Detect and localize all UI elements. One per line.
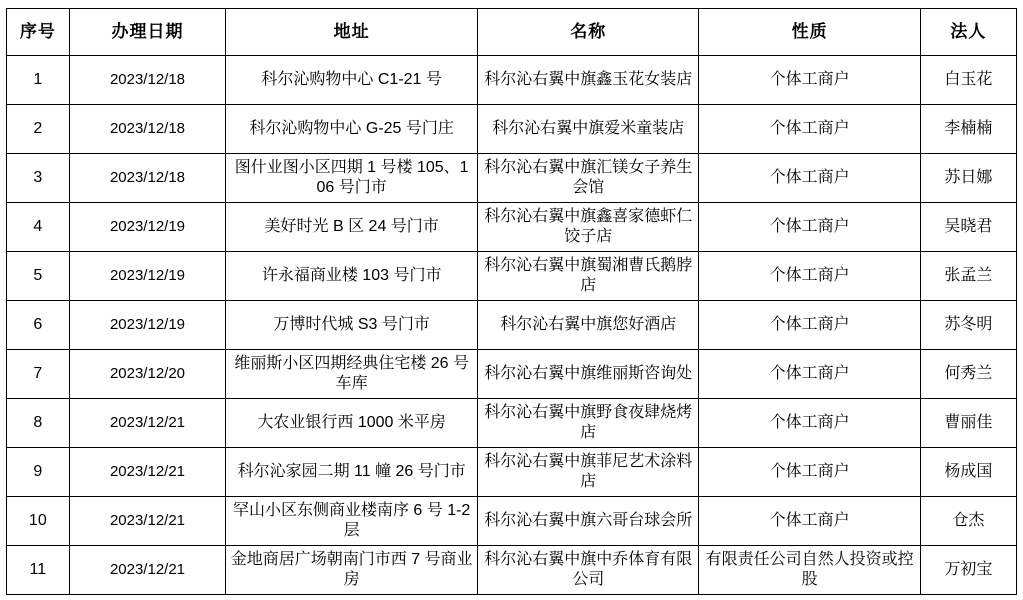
column-header-name: 名称	[478, 9, 699, 56]
table-row	[7, 105, 1017, 154]
cell-nature: 个体工商户	[699, 56, 920, 105]
cell-seq: 2	[7, 105, 70, 154]
cell-address: 图什业图小区四期 1 号楼 105、106 号门市	[226, 154, 478, 203]
table-row	[7, 56, 1017, 105]
cell-date: 2023/12/21	[69, 497, 226, 546]
column-header-nature: 性质	[699, 9, 920, 56]
cell-legal: 张孟兰	[920, 252, 1016, 301]
table-row	[7, 546, 1017, 595]
cell-name: 科尔沁右翼中旗维丽斯咨询处	[478, 350, 699, 399]
cell-legal: 苏日娜	[920, 154, 1016, 203]
cell-legal: 杨成国	[920, 448, 1016, 497]
cell-address: 大农业银行西 1000 米平房	[226, 399, 478, 448]
cell-nature: 有限责任公司自然人投资或控股	[699, 546, 920, 595]
cell-name: 科尔沁右翼中旗鑫喜家德虾仁饺子店	[478, 203, 699, 252]
cell-date: 2023/12/19	[69, 252, 226, 301]
table-row	[7, 154, 1017, 203]
table-row	[7, 399, 1017, 448]
cell-date: 2023/12/20	[69, 350, 226, 399]
cell-seq: 7	[7, 350, 70, 399]
cell-seq: 3	[7, 154, 70, 203]
cell-legal: 万初宝	[920, 546, 1016, 595]
cell-seq: 5	[7, 252, 70, 301]
cell-date: 2023/12/18	[69, 56, 226, 105]
cell-seq: 11	[7, 546, 70, 595]
cell-seq: 1	[7, 56, 70, 105]
cell-legal: 李楠楠	[920, 105, 1016, 154]
cell-nature: 个体工商户	[699, 203, 920, 252]
column-header-date: 办理日期	[69, 9, 226, 56]
cell-legal: 曹丽佳	[920, 399, 1016, 448]
cell-name: 科尔沁右翼中旗野食夜肆烧烤店	[478, 399, 699, 448]
cell-date: 2023/12/21	[69, 546, 226, 595]
table-row	[7, 301, 1017, 350]
cell-name: 科尔沁右翼中旗菲尼艺术涂料店	[478, 448, 699, 497]
cell-date: 2023/12/21	[69, 399, 226, 448]
cell-address: 万博时代城 S3 号门市	[226, 301, 478, 350]
cell-seq: 8	[7, 399, 70, 448]
cell-nature: 个体工商户	[699, 301, 920, 350]
cell-nature: 个体工商户	[699, 252, 920, 301]
column-header-address: 地址	[226, 9, 478, 56]
cell-address: 罕山小区东侧商业楼南序 6 号 1-2 层	[226, 497, 478, 546]
cell-nature: 个体工商户	[699, 350, 920, 399]
cell-address: 维丽斯小区四期经典住宅楼 26 号车库	[226, 350, 478, 399]
cell-date: 2023/12/19	[69, 203, 226, 252]
cell-nature: 个体工商户	[699, 497, 920, 546]
cell-nature: 个体工商户	[699, 399, 920, 448]
table-row	[7, 448, 1017, 497]
cell-seq: 6	[7, 301, 70, 350]
cell-name: 科尔沁右翼中旗汇镁女子养生会馆	[478, 154, 699, 203]
cell-legal: 吴晓君	[920, 203, 1016, 252]
table-row	[7, 203, 1017, 252]
cell-address: 美好时光 B 区 24 号门市	[226, 203, 478, 252]
cell-date: 2023/12/18	[69, 105, 226, 154]
cell-address: 科尔沁家园二期 11 幢 26 号门市	[226, 448, 478, 497]
cell-name: 科尔沁右翼中旗鑫玉花女装店	[478, 56, 699, 105]
table-row	[7, 497, 1017, 546]
cell-date: 2023/12/21	[69, 448, 226, 497]
cell-nature: 个体工商户	[699, 105, 920, 154]
cell-legal: 何秀兰	[920, 350, 1016, 399]
column-header-seq: 序号	[7, 9, 70, 56]
cell-seq: 10	[7, 497, 70, 546]
cell-date: 2023/12/18	[69, 154, 226, 203]
table-header-row	[7, 9, 1017, 56]
cell-legal: 仓杰	[920, 497, 1016, 546]
cell-nature: 个体工商户	[699, 448, 920, 497]
cell-address: 科尔沁购物中心 C1-21 号	[226, 56, 478, 105]
cell-legal: 白玉花	[920, 56, 1016, 105]
cell-address: 金地商居广场朝南门市西 7 号商业房	[226, 546, 478, 595]
table-row	[7, 252, 1017, 301]
cell-name: 科尔沁右翼中旗蜀湘曹氏鹅脖店	[478, 252, 699, 301]
cell-seq: 9	[7, 448, 70, 497]
table-body	[7, 56, 1017, 595]
cell-name: 科尔沁右翼中旗您好酒店	[478, 301, 699, 350]
column-header-legal: 法人	[920, 9, 1016, 56]
table-header	[7, 9, 1017, 56]
cell-name: 科尔沁右翼中旗六哥台球会所	[478, 497, 699, 546]
cell-address: 科尔沁购物中心 G-25 号门庄	[226, 105, 478, 154]
cell-seq: 4	[7, 203, 70, 252]
cell-address: 许永福商业楼 103 号门市	[226, 252, 478, 301]
table-row	[7, 350, 1017, 399]
cell-name: 科尔沁右翼中旗中乔体育有限公司	[478, 546, 699, 595]
business-registration-table	[6, 8, 1017, 595]
cell-nature: 个体工商户	[699, 154, 920, 203]
cell-date: 2023/12/19	[69, 301, 226, 350]
cell-name: 科尔沁右翼中旗爱米童装店	[478, 105, 699, 154]
cell-legal: 苏冬明	[920, 301, 1016, 350]
